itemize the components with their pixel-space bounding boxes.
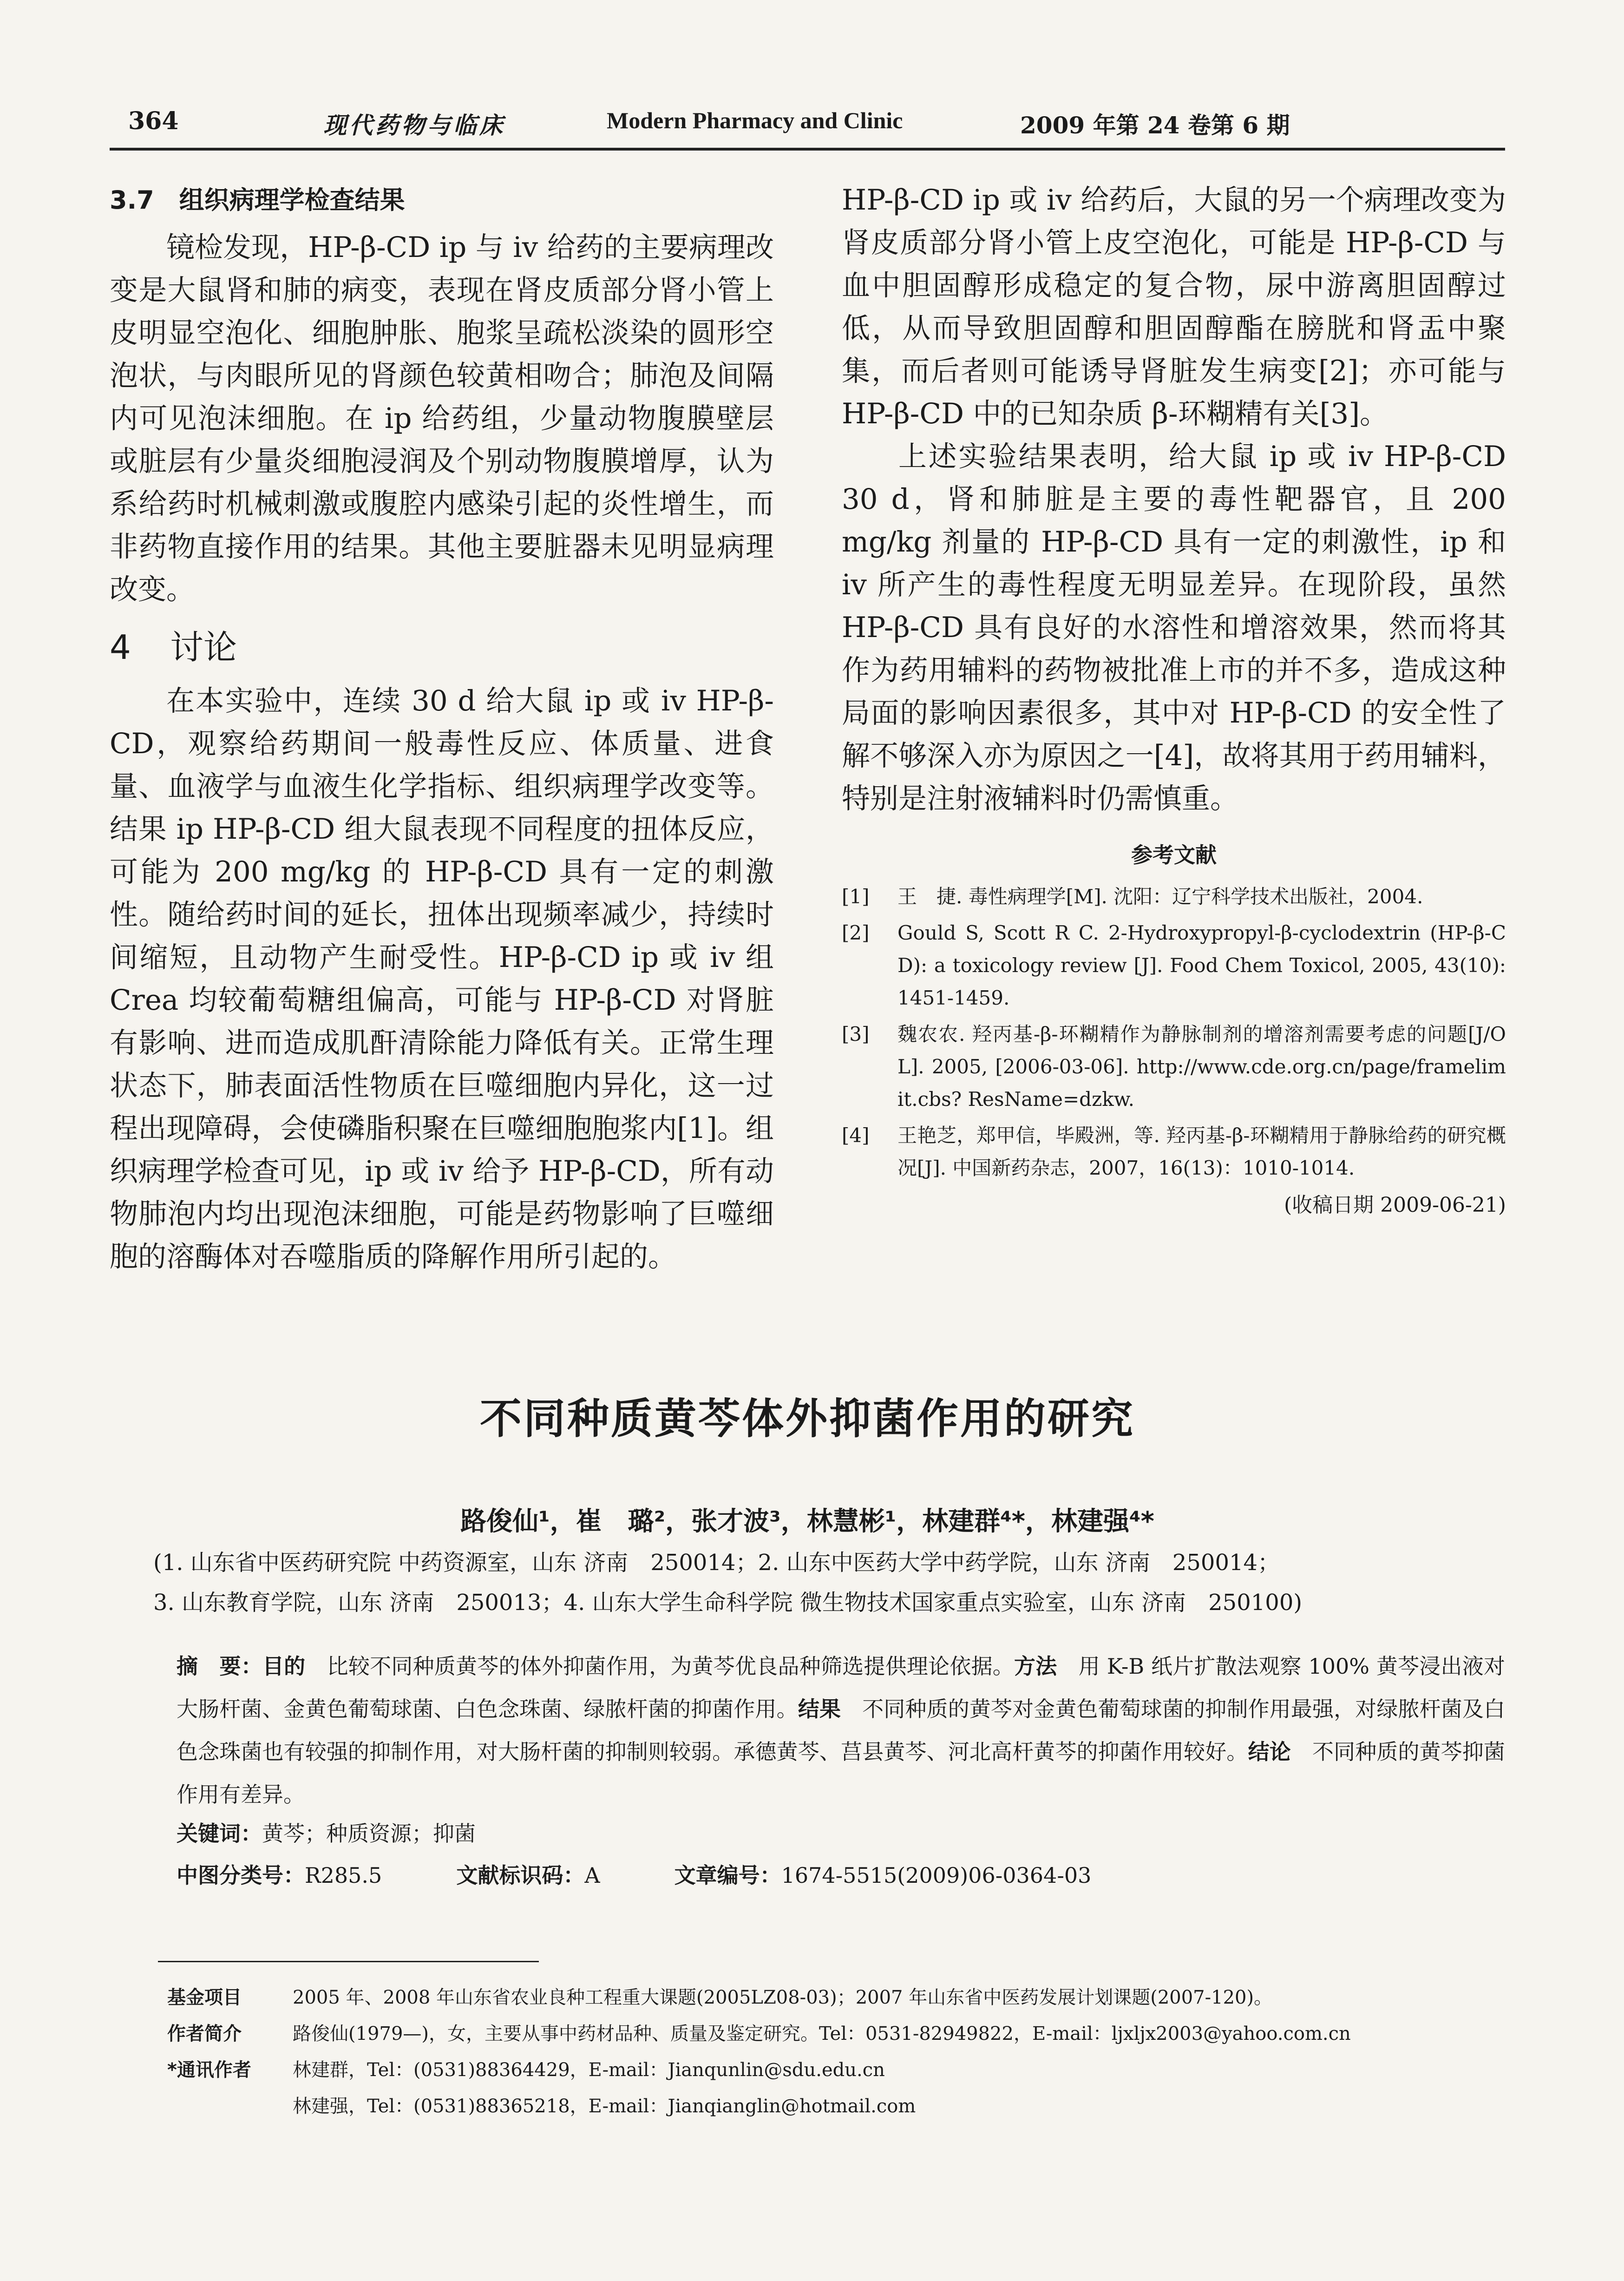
abstract xyxy=(177,1645,1505,1816)
header-rule xyxy=(110,148,1505,151)
footnote-rule xyxy=(158,1961,539,1962)
result-label: 结果 xyxy=(798,1696,841,1722)
reference-item xyxy=(842,1018,1506,1116)
affiliation-line: (1. 山东省中医药研究院 中药资源室，山东 济南 250014；2. 山东中医药大学中药学院，山东 济南 250014； xyxy=(153,1550,1280,1576)
footnote-label xyxy=(167,2088,293,2124)
footnote-row xyxy=(167,1979,1505,2016)
footnote-row xyxy=(167,2052,1505,2088)
footnote-text: 林建强，Tel：(0531)88365218，E-mail：Jianqianglin@hotmail.com xyxy=(293,2096,916,2117)
keywords xyxy=(177,1812,1505,1855)
abstract-label: 摘 要： xyxy=(177,1654,262,1679)
received-date: (收稿日期 2009-06-21) xyxy=(1283,1193,1506,1217)
affiliation-line: 3. 山东教育学院，山东 济南 250013；4. 山东大学生命科学院 微生物技术国家重点实验室，山东 济南 250100) xyxy=(153,1590,1303,1616)
reference-number: [1] xyxy=(842,885,870,908)
article-no-value: 1674-5515(2009)06-0364-03 xyxy=(781,1863,1092,1888)
footnote-label: 作者简介 xyxy=(167,2023,242,2044)
references-heading: 参考文献 xyxy=(1131,842,1217,868)
running-header xyxy=(110,99,1503,150)
objective-label: 目的 xyxy=(262,1654,306,1679)
reference-text: Gould S, Scott R C. 2-Hydroxypropyl-β-cyclodextrin (HP-β-CD): a toxicology review [J]. Food Chem Toxicol, 2005, 43(10): 1451-1459. xyxy=(897,921,1506,1009)
footnote-text: 林建群，Tel：(0531)88364429，E-mail：Jianqunlin@sdu.edu.cn xyxy=(293,2059,885,2081)
paragraph: 上述实验结果表明，给大鼠 ip 或 iv HP-β-CD 30 d，肾和肺脏是主要的毒性靶器官，且 200 mg/kg 剂量的 HP-β-CD 具有一定的刺激性，ip 和 iv 所产生的毒性程度无明显差异。在现阶段，虽然 HP-β-CD 具有良好的水溶性和增溶效果，然而将其作为药用辅料的药物被批准上市的并不多，造成这种局面的影响因素很多，其中对 HP-β-CD 的安全性了解不够深入亦为原因之一[4]，故将其用于药用辅料，特别是注射液辅料时仍需慎重。 xyxy=(842,440,1506,815)
article-no-label: 文章编号： xyxy=(674,1863,781,1888)
doc-code-value: A xyxy=(584,1863,600,1888)
right-column xyxy=(842,179,1506,1222)
objective-text: 比较不同种质黄芩的体外抑菌作用，为黄芩优良品种筛选提供理论依据。 xyxy=(327,1654,1015,1679)
section-number: 4 xyxy=(110,628,131,667)
page-number: 364 xyxy=(128,107,179,135)
conclusion-label: 结论 xyxy=(1248,1739,1291,1764)
footnote-row xyxy=(167,2016,1505,2052)
reference-number: [2] xyxy=(842,921,870,944)
reference-text: 王艳芝，郑甲信，毕殿洲，等. 羟丙基-β-环糊精用于静脉给药的研究概况[J]. 中国新药杂志，2007，16(13)：1010-1014. xyxy=(897,1124,1506,1179)
method-text: 用 K-B 纸片扩散法观察 100% 黄芩浸出液对大肠杆菌、金黄色葡萄球菌、白色念珠菌、绿脓杆菌的抑菌作用。 xyxy=(177,1654,1506,1722)
footnote-label: *通讯作者 xyxy=(167,2059,251,2081)
reference-text: 王 捷. 毒性病理学[M]. 沈阳：辽宁科学技术出版社，2004. xyxy=(897,885,1423,908)
clc-item xyxy=(177,1854,382,1897)
reference-number: [4] xyxy=(842,1124,870,1147)
section-heading-3-7: 3.7 组织病理学检查结果 xyxy=(110,185,405,215)
keywords-text: 黄芩；种质资源；抑菌 xyxy=(262,1821,476,1846)
journal-name-cn: 现代药物与临床 xyxy=(323,112,505,139)
result-text: 不同种质的黄芩对金黄色葡萄球菌的抑制作用最强，对绿脓杆菌及白色念珠菌也有较强的抑制作用，对大肠杆菌的抑制则较弱。承德黄芩、莒县黄芩、河北高杆黄芩的抑菌作用较好。 xyxy=(177,1696,1506,1764)
footnote-text: 路俊仙(1979—)，女，主要从事中药材品种、质量及鉴定研究。Tel：0531-82949822，E-mail：ljxljx2003@yahoo.com.cn xyxy=(293,2023,1351,2044)
footnote-text: 2005 年、2008 年山东省农业良种工程重大课题(2005LZ08-03)；2007 年山东省中医药发展计划课题(2007-120)。 xyxy=(293,1987,1273,2008)
journal-name-en: Modern Pharmacy and Clinic xyxy=(607,107,903,133)
footnote-label: 基金项目 xyxy=(167,1987,242,2008)
doc-code-item xyxy=(456,1854,600,1897)
clc-label: 中图分类号： xyxy=(177,1863,305,1888)
reference-item xyxy=(842,1119,1506,1184)
section-title: 讨论 xyxy=(170,628,237,667)
section-heading-4 xyxy=(110,624,774,670)
issue-info: 2009 年第 24 卷第 6 期 xyxy=(1020,112,1290,139)
reference-item xyxy=(842,917,1506,1014)
article-no-item xyxy=(674,1854,1092,1897)
left-column xyxy=(110,179,774,1278)
clc-value: R285.5 xyxy=(305,1863,382,1888)
classification-line xyxy=(177,1854,1505,1897)
reference-text: 魏农农. 羟丙基-β-环糊精作为静脉制剂的增溶剂需要考虑的问题[J/OL]. 2005, [2006-03-06]. http://www.cde.org.cn/page/framelimit.cbs? ResName=dzkw. xyxy=(897,1023,1506,1111)
paragraph: 镜检发现，HP-β-CD ip 与 iv 给药的主要病理改变是大鼠肾和肺的病变，表现在肾皮质部分肾小管上皮明显空泡化、细胞肿胀、胞浆呈疏松淡染的圆形空泡状，与肉眼所见的肾颜色较黄相吻合；肺泡及间隔内可见泡沫细胞。在 ip 给药组，少量动物腹膜壁层或脏层有少量炎细胞浸润及个别动物腹膜增厚，认为系给药时机械刺激或腹腔内感染引起的炎性增生，而非药物直接作用的结果。其他主要脏器未见明显病理改变。 xyxy=(110,231,774,606)
keywords-label: 关键词： xyxy=(177,1821,262,1846)
method-label: 方法 xyxy=(1014,1654,1057,1679)
footnote-row xyxy=(167,2088,1505,2124)
paragraph: 在本实验中，连续 30 d 给大鼠 ip 或 iv HP-β-CD，观察给药期间一般毒性反应、体质量、进食量、血液学与血液生化学指标、组织病理学改变等。结果 ip HP-β-CD 组大鼠表现不同程度的扭体反应，可能为 200 mg/kg 的 HP-β-CD 具有一定的刺激性。随给药时间的延长，扭体出现频率减少，持续时间缩短，且动物产生耐受性。HP-β-CD ip 或 iv 组 Crea 均较葡萄糖组偏高，可能与 HP-β-CD 对肾脏有影响、进而造成肌酐清除能力降低有关。正常生理状态下，肺表面活性物质在巨噬细胞内异化，这一过程出现障碍，会使磷脂积聚在巨噬细胞胞浆内[1]。组织病理学检查可见，ip 或 iv 给予 HP-β-CD，所有动物肺泡内均出现泡沫细胞，可能是药物影响了巨噬细胞的溶酶体对吞噬脂质的降解作用所引起的。 xyxy=(110,684,774,1273)
paragraph: HP-β-CD ip 或 iv 给药后，大鼠的另一个病理改变为肾皮质部分肾小管上皮空泡化，可能是 HP-β-CD 与血中胆固醇形成稳定的复合物，尿中游离胆固醇过低，从而导致胆固醇和胆固醇酯在膀胱和肾盂中聚集，而后者则可能诱导肾脏发生病变[2]；亦可能与 HP-β-CD 中的已知杂质 β-环糊精有关[3]。 xyxy=(842,184,1506,430)
author-affiliations xyxy=(153,1543,1491,1623)
doc-code-label: 文献标识码： xyxy=(456,1863,585,1888)
article-authors: 路俊仙¹，崔 璐²，张才波³，林慧彬¹，林建群⁴*，林建强⁴* xyxy=(460,1506,1154,1537)
conclusion-text: 不同种质的黄芩抑菌作用有差异。 xyxy=(177,1739,1506,1807)
reference-number: [3] xyxy=(842,1023,870,1045)
reference-item xyxy=(842,881,1506,913)
article-title: 不同种质黄芩体外抑菌作用的研究 xyxy=(480,1394,1135,1443)
footnotes xyxy=(167,1979,1505,2124)
